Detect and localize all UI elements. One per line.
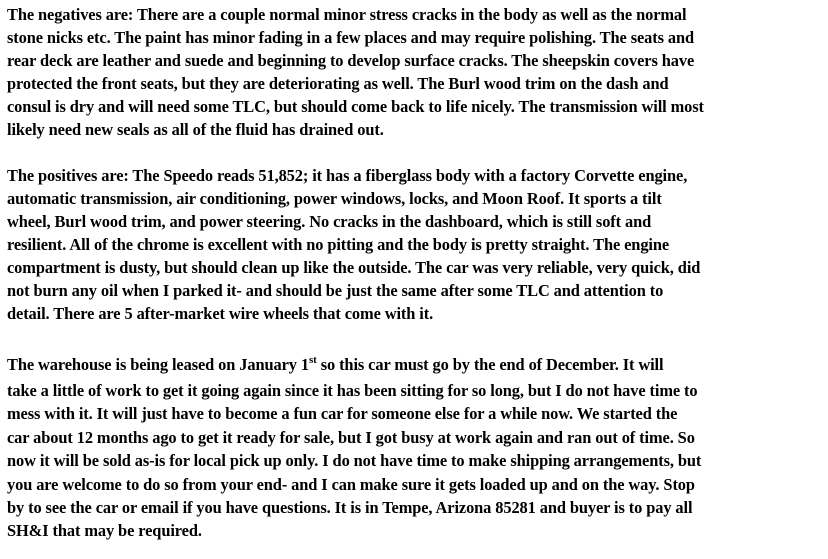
text-line: resilient. All of the chrome is excellent with no pitting and the body is pretty straight. The engine <box>7 235 670 254</box>
text-line: rear deck are leather and suede and beginning to develop surface cracks. The sheepskin covers have <box>7 51 695 70</box>
text-line: mess with it. It will just have to become a fun car for someone else for a while now. We started the <box>7 404 678 424</box>
paragraph-gap <box>7 325 828 351</box>
text-segment: The warehouse is being leased on January 1 <box>7 355 309 374</box>
text-line: by to see the car or email if you have questions. It is in Tempe, Arizona 85281 and buyer is to pay all <box>7 497 693 517</box>
ordinal-suffix: st <box>308 354 317 366</box>
text-line: now it will be sold as-is for local pick up only. I do not have time to make shipping arrangements, but <box>7 451 702 471</box>
text-line: stone nicks etc. The paint has minor fading in a few places and may require polishing. The seats and <box>7 28 695 47</box>
text-line: automatic transmission, air conditioning, power windows, locks, and Moon Roof. It sports a tilt <box>7 189 662 208</box>
text-line: detail. There are 5 after-market wire wheels that come with it. <box>7 304 434 323</box>
warehouse-paragraph <box>7 351 828 543</box>
text-line: The positives are: The Speedo reads 51,852; it has a fiberglass body with a factory Corvette engine, <box>7 166 688 185</box>
text-line: SH&I that may be required. <box>7 521 202 541</box>
text-line: compartment is dusty, but should clean up like the outside. The car was very reliable, very quick, did <box>7 258 701 277</box>
text-line: likely need new seals as all of the fluid has drained out. <box>7 120 384 139</box>
listing-description <box>7 3 828 543</box>
text-line: car about 12 months ago to get it ready for sale, but I got busy at work again and ran out of time. So <box>7 427 695 447</box>
text-line: take a little of work to get it going again since it has been sitting for so long, but I do not have time to <box>7 381 698 400</box>
text-line <box>7 351 828 379</box>
paragraph-gap <box>7 141 828 164</box>
text-line: protected the front seats, but they are deteriorating as well. The Burl wood trim on the dash and <box>7 74 669 93</box>
negatives-paragraph <box>7 3 828 141</box>
text-line: not burn any oil when I parked it- and should be just the same after some TLC and attention to <box>7 281 664 300</box>
positives-paragraph <box>7 164 828 325</box>
text-line: consul is dry and will need some TLC, but should come back to life nicely. The transmission will most <box>7 97 704 116</box>
text-line: wheel, Burl wood trim, and power steering. No cracks in the dashboard, which is still soft and <box>7 212 652 231</box>
text-line: The negatives are: There are a couple normal minor stress cracks in the body as well as the normal <box>7 5 687 24</box>
text-line: you are welcome to do so from your end- and I can make sure it gets loaded up and on the way. Stop <box>7 474 695 494</box>
text-segment: so this car must go by the end of December. It will <box>316 355 664 374</box>
